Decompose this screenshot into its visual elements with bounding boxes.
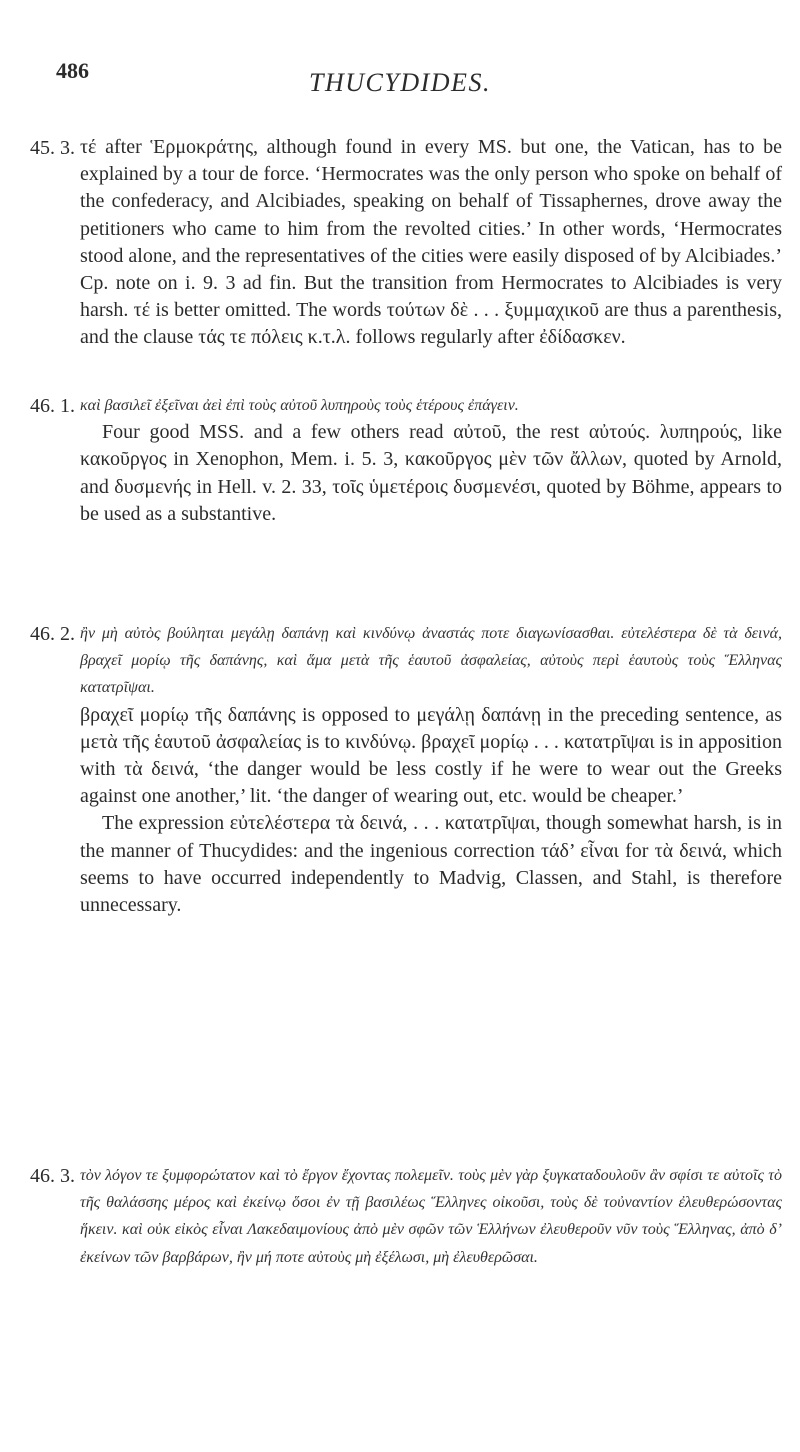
note-body [80,620,782,919]
note-paragraph: The expression εὐτελέστερα τὰ δεινά, . . . κατατρῖψαι, though somewhat harsh, is in the manner of Thucydides: and the ingenious correction τάδ’ εἶναι for τὰ δεινά, which seems to have occurred independently to Madvig, Classen, and Stahl, is therefore unnecessary. [80,812,782,917]
note-body [80,134,782,352]
note-reference: 46. 1. [30,395,75,417]
note-paragraph: βραχεῖ μορίῳ τῆς δαπάνης is opposed to μεγάλῃ δαπάνῃ in the preceding sentence, as μετὰ τῆς ἑαυτοῦ ἀσφαλείας is to κινδύνῳ. βραχεῖ μορίῳ . . . κατατρῖψαι is in apposition with τὰ δεινά, ‘the danger would be less costly if he were to wear out the Greeks against one another,’ lit. ‘the danger of wearing out, etc. would be cheaper.’ [80,703,782,808]
note-reference: 46. 3. [30,1165,75,1187]
note-45-3 [30,134,782,352]
page-number: 486 [56,58,89,83]
note-46-1 [30,392,782,528]
greek-lemma: τὸν λόγον τε ξυμφορώτατον καὶ τὸ ἔργον ἔχοντας πολεμεῖν. τοὺς μὲν γὰρ ξυγκαταδουλοῦν ἂν σφίσι τε αὐτοῖς τὸ τῆς θαλάσσης μέρος καὶ ἐκείνῳ ὅσοι ἐν τῇ βασιλέως Ἕλληνες οἰκοῦσι, τοὺς δὲ τοὐναντίον ἐλευθερώσοντας ἥκειν. καὶ οὐκ εἰκὸς εἶναι Λακεδαιμονίους ἀπὸ μὲν σφῶν τῶν Ἑλλήνων ἐλευθεροῦν νῦν τοὺς Ἕλληνας, ἀπὸ δ’ ἐκείνων τῶν βαρβάρων, ἢν μή ποτε αὐτοὺς μὴ ἐξέλωσι, μὴ ἐλευθερῶσαι. [80,1167,782,1266]
note-body [80,392,782,528]
running-head [0,58,800,98]
running-title: THUCYDIDES. [309,68,491,97]
note-paragraph: Four good MSS. and a few others read αὐτοῦ, the rest αὐτούς. λυπηρούς, like κακοῦργος in Xenophon, Mem. i. 5. 3, κακοῦργος μὲν τῶν ἄλλων, quoted by Arnold, and δυσμενής in Hell. v. 2. 33, τοῖς ὑμετέροις δυσμενέσι, quoted by Böhme, appears to be used as a substantive. [80,421,782,525]
note-body [80,1162,782,1271]
note-46-3 [30,1162,782,1271]
greek-lemma: ἢν μὴ αὐτὸς βούληται μεγάλῃ δαπάνῃ καὶ κινδύνῳ ἀναστάς ποτε διαγωνίσασθαι. εὐτελέστερα δὲ τὰ δεινά, βραχεῖ μορίῳ τῆς δαπάνης, καὶ ἅμα μετὰ τῆς ἑαυτοῦ ἀσφαλείας, αὐτοὺς περὶ ἑαυτοὺς τοὺς Ἕλληνας κατατρῖψαι. [80,625,782,697]
note-46-2 [30,620,782,919]
note-reference: 46. 2. [30,623,75,645]
note-paragraph: τέ after Ἑρμοκράτης, although found in every MS. but one, the Vatican, has to be explained by a tour de force. ‘Hermocrates was the only person who spoke on behalf of the confederacy, and Alcibiades, speaking on behalf of Tissaphernes, drove away the petitioners who came to him from the revolted cities.’ In other words, ‘Hermocrates stood alone, and the representatives of the cities were easily disposed of by Alcibiades.’ Cp. note on i. 9. 3 ad fin. But the transition from Hermocrates to Alcibiades is very harsh. τέ is better omitted. The words τούτων δὲ . . . ξυμμαχικοῦ are thus a parenthesis, and the clause τάς τε πόλεις κ.τ.λ. follows regularly after ἐδίδασκεν. [80,136,782,349]
note-reference: 45. 3. [30,137,75,159]
greek-lemma: καὶ βασιλεῖ ἐξεῖναι ἀεὶ ἐπὶ τοὺς αὐτοῦ λυπηροὺς τοὺς ἑτέρους ἐπάγειν. [80,397,519,414]
